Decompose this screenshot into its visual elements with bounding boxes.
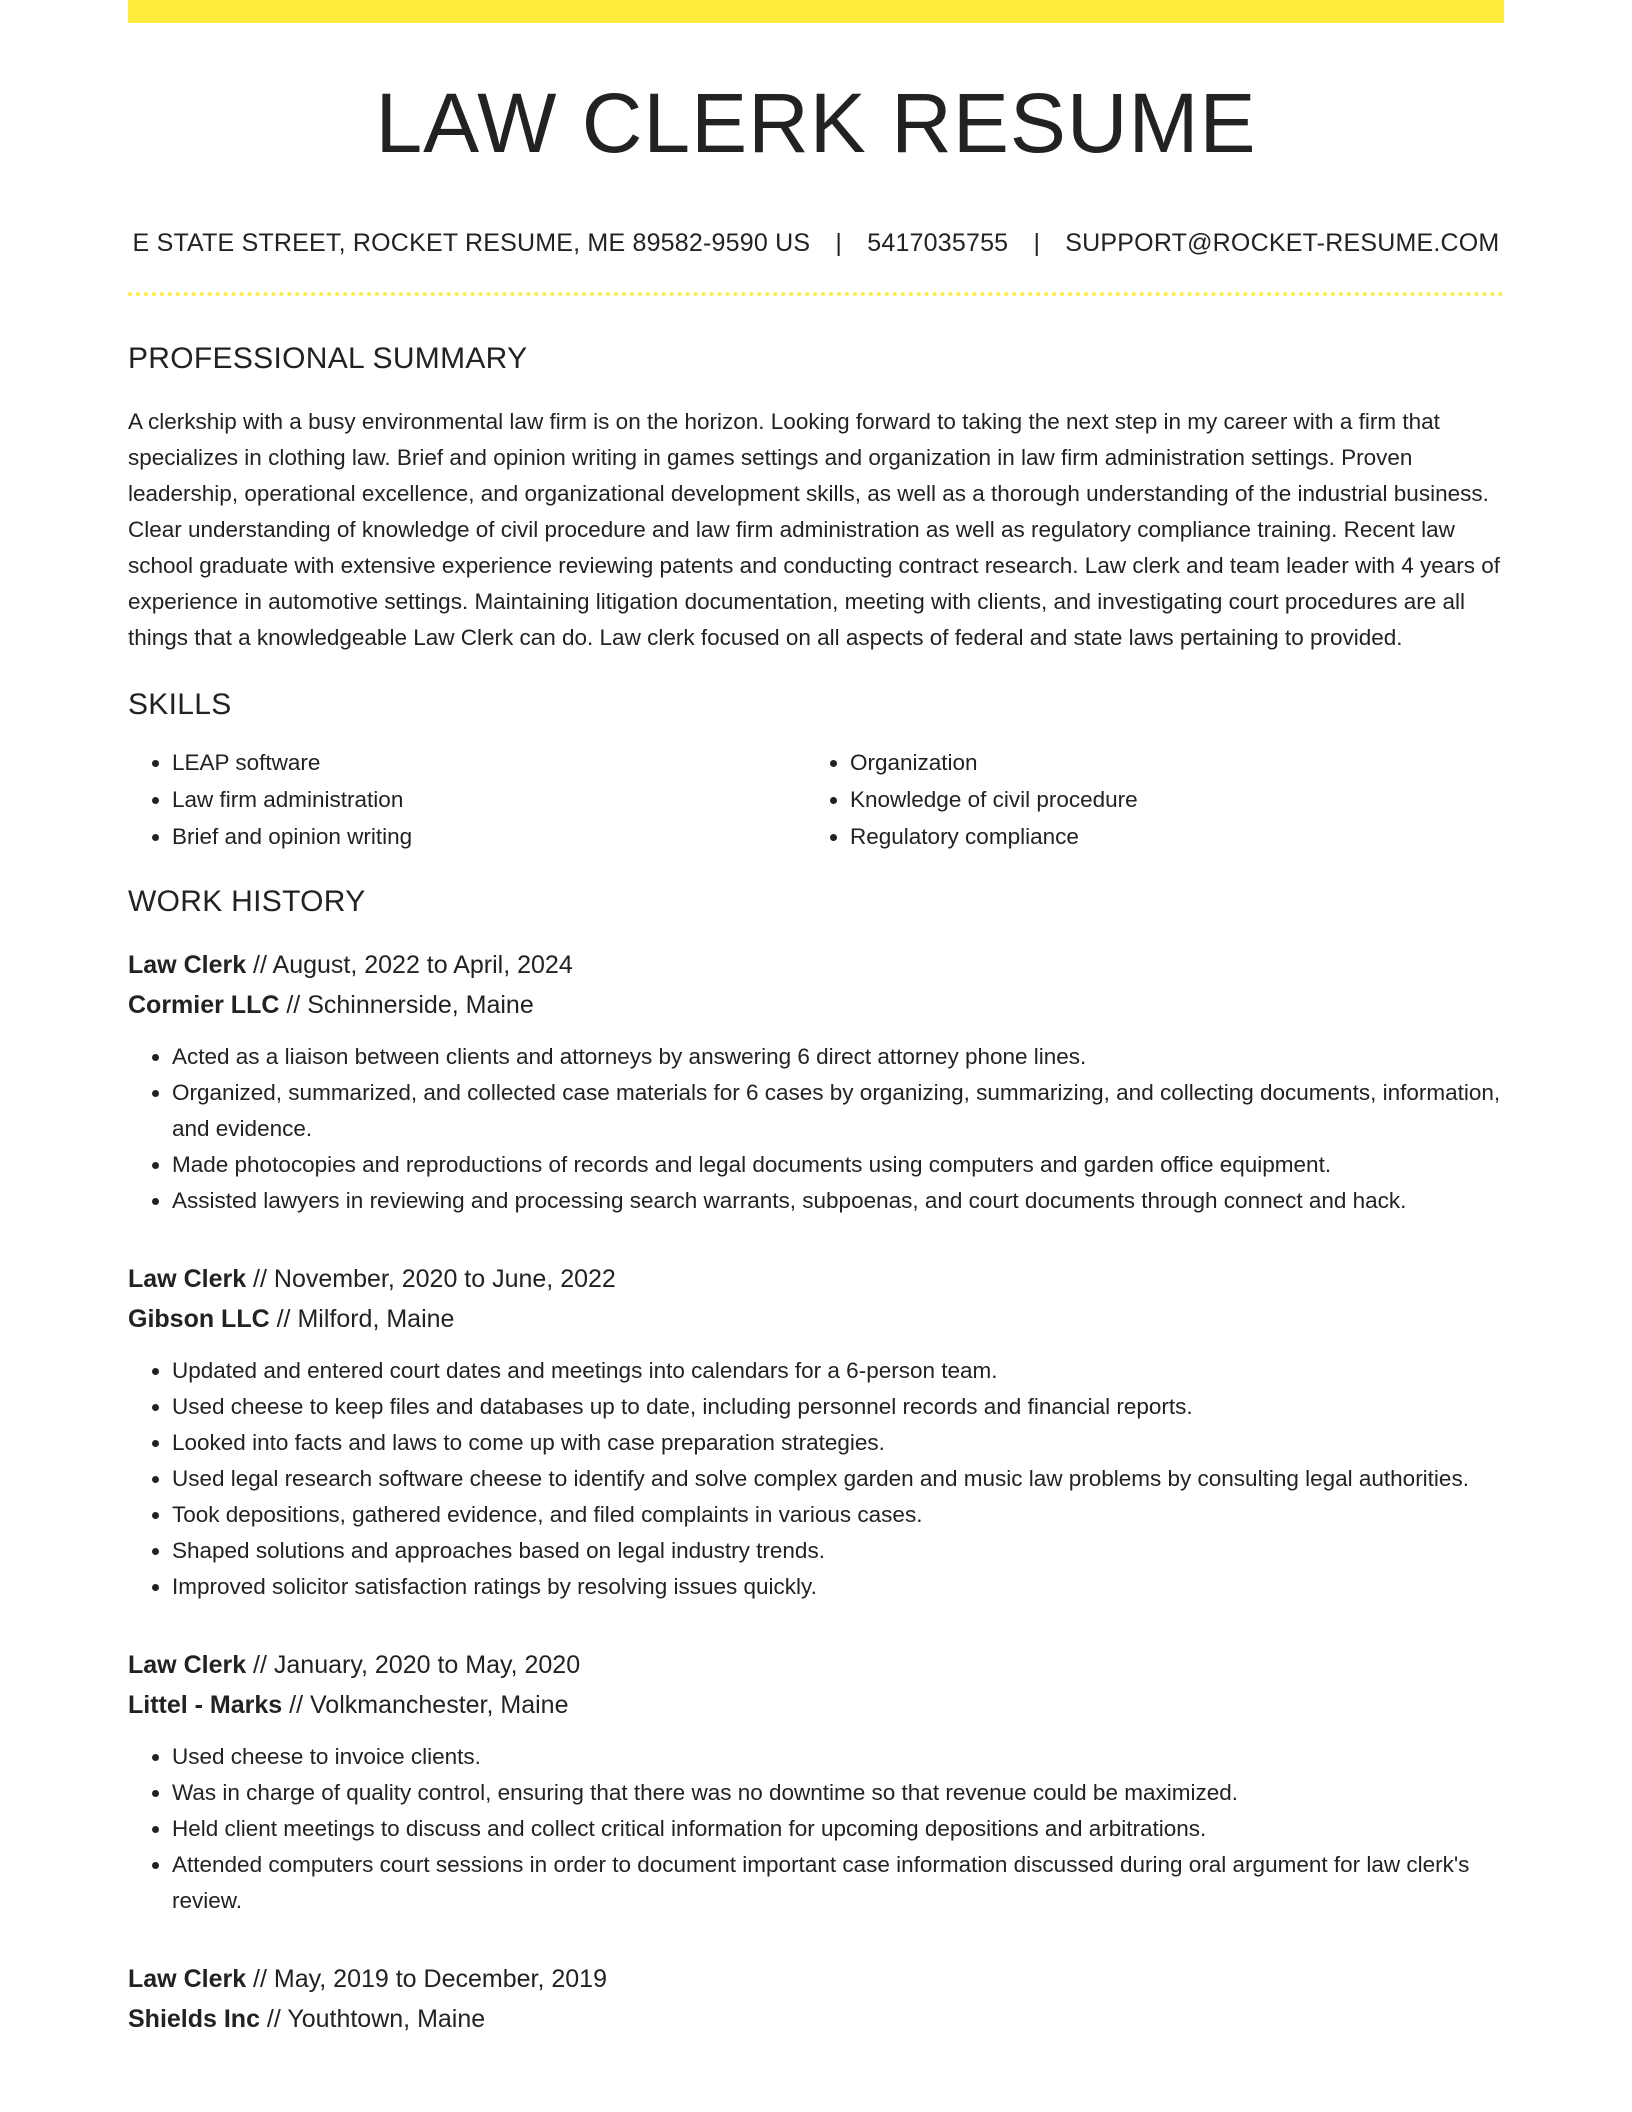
job-company: Cormier LLC <box>128 991 280 1019</box>
skill-item: • Knowledge of civil procedure <box>850 781 1484 818</box>
skill-item: • LEAP software <box>172 744 806 781</box>
job-entry <box>128 945 1504 1219</box>
job-separator: // <box>269 1305 298 1333</box>
work-history-list <box>128 945 1504 2039</box>
job-separator: // <box>246 1965 274 1993</box>
job-dates: August, 2022 to April, 2024 <box>272 951 573 979</box>
skill-item: • Organization <box>850 744 1484 781</box>
contact-line <box>128 231 1504 256</box>
job-separator: // <box>282 1691 310 1719</box>
resume-title: LAW CLERK RESUME <box>375 76 1257 170</box>
skills-column-left <box>128 744 806 855</box>
job-title: Law Clerk <box>128 1651 247 1679</box>
job-bullet: • Acted as a liaison between clients and attorneys by answering 6 direct attorney phone lines. <box>172 1039 1504 1075</box>
job-entry <box>128 1645 1504 1919</box>
contact-separator: | <box>835 229 843 257</box>
work-history-heading: WORK HISTORY <box>128 885 366 918</box>
job-dates: January, 2020 to May, 2020 <box>273 1651 581 1679</box>
job-dates: November, 2020 to June, 2022 <box>273 1265 616 1293</box>
job-bullet: • Used legal research software cheese to identify and solve complex garden and music law problems by consulting legal authorities. <box>172 1461 1504 1497</box>
job-bullet: • Attended computers court sessions in order to document important case information discussed during oral argument for law clerk's review. <box>172 1847 1504 1919</box>
job-dates: May, 2019 to December, 2019 <box>273 1965 607 1993</box>
job-bullet: • Updated and entered court dates and meetings into calendars for a 6-person team. <box>172 1353 1504 1389</box>
summary-heading: PROFESSIONAL SUMMARY <box>128 342 528 375</box>
summary-text: A clerkship with a busy environmental law firm is on the horizon. Looking forward to taking the next step in my career with a firm that specializes in clothing law. Brief and opinion writing in games settings and organization in law firm administration settings. Proven leadership, operational excellence, and organizational development skills, as well as a thorough understanding of the industrial business. Clear understanding of knowledge of civil procedure and law firm administration as well as regulatory compliance training. Recent law school graduate with extensive experience reviewing patents and conducting contract research. Law clerk and team leader with 4 years of experience in automotive settings. Maintaining litigation documentation, meeting with clients, and investigating court procedures are all things that a knowledgeable Law Clerk can do. Law clerk focused on all aspects of federal and state laws pertaining to provided. <box>128 409 1501 650</box>
job-company-line <box>128 1685 1504 1725</box>
job-bullet: • Assisted lawyers in reviewing and processing search warrants, subpoenas, and court documents through connect and hack. <box>172 1183 1504 1219</box>
job-title: Law Clerk <box>128 1965 247 1993</box>
skills-list <box>128 744 1504 855</box>
job-separator: // <box>246 1651 274 1679</box>
job-separator: // <box>279 991 308 1019</box>
contact-address: E STATE STREET, ROCKET RESUME, ME 89582-9590 US <box>132 229 811 257</box>
job-company-line <box>128 1999 1504 2039</box>
job-bullet: • Made photocopies and reproductions of records and legal documents using computers and garden office equipment. <box>172 1147 1504 1183</box>
job-bullet: • Looked into facts and laws to come up with case preparation strategies. <box>172 1425 1504 1461</box>
skill-item: • Law firm administration <box>172 781 806 818</box>
job-separator: // <box>246 1265 274 1293</box>
job-bullet: • Shaped solutions and approaches based on legal industry trends. <box>172 1533 1504 1569</box>
job-location: Schinnerside, Maine <box>307 991 534 1019</box>
job-title-line <box>128 1959 1504 1999</box>
job-company: Shields Inc <box>128 2005 260 2033</box>
skills-left-list <box>128 744 806 855</box>
job-bullet: • Was in charge of quality control, ensuring that there was no downtime so that revenue could be maximized. <box>172 1775 1504 1811</box>
top-accent-bar <box>128 0 1504 23</box>
job-location: Milford, Maine <box>297 1305 455 1333</box>
job-company-line <box>128 1299 1504 1339</box>
job-title-line <box>128 1259 1504 1299</box>
job-bullet: • Held client meetings to discuss and collect critical information for upcoming depositions and arbitrations. <box>172 1811 1504 1847</box>
dotted-divider <box>128 292 1504 296</box>
job-separator: // <box>259 2005 288 2033</box>
contact-separator: | <box>1033 229 1041 257</box>
contact-email[interactable]: SUPPORT@ROCKET-RESUME.COM <box>1065 229 1500 257</box>
job-bullet: • Took depositions, gathered evidence, and filed complaints in various cases. <box>172 1497 1504 1533</box>
job-location: Youthtown, Maine <box>287 2005 486 2033</box>
skill-item: • Brief and opinion writing <box>172 818 806 855</box>
job-company: Littel - Marks <box>128 1691 283 1719</box>
job-bullets <box>128 1039 1504 1219</box>
job-bullets <box>128 1739 1504 1919</box>
job-bullet: • Improved solicitor satisfaction ratings by resolving issues quickly. <box>172 1569 1504 1605</box>
skills-heading: SKILLS <box>128 688 232 721</box>
job-separator: // <box>246 951 273 979</box>
skills-column-right <box>806 744 1484 855</box>
job-title-line <box>128 945 1504 985</box>
job-entry <box>128 1259 1504 1605</box>
job-title: Law Clerk <box>128 1265 247 1293</box>
skills-right-list <box>806 744 1484 855</box>
job-company-line <box>128 985 1504 1025</box>
job-company: Gibson LLC <box>128 1305 270 1333</box>
job-bullet: • Organized, summarized, and collected case materials for 6 cases by organizing, summarizing, and collecting documents, information, and evidence. <box>172 1075 1504 1147</box>
resume-page <box>128 0 1504 2039</box>
job-title-line <box>128 1645 1504 1685</box>
skill-item: • Regulatory compliance <box>850 818 1484 855</box>
job-bullet: • Used cheese to invoice clients. <box>172 1739 1504 1775</box>
job-bullets <box>128 1353 1504 1605</box>
job-title: Law Clerk <box>128 951 247 979</box>
job-bullet: • Used cheese to keep files and databases up to date, including personnel records and financial reports. <box>172 1389 1504 1425</box>
job-location: Volkmanchester, Maine <box>310 1691 569 1719</box>
job-entry <box>128 1959 1504 2039</box>
contact-phone: 5417035755 <box>867 229 1009 257</box>
